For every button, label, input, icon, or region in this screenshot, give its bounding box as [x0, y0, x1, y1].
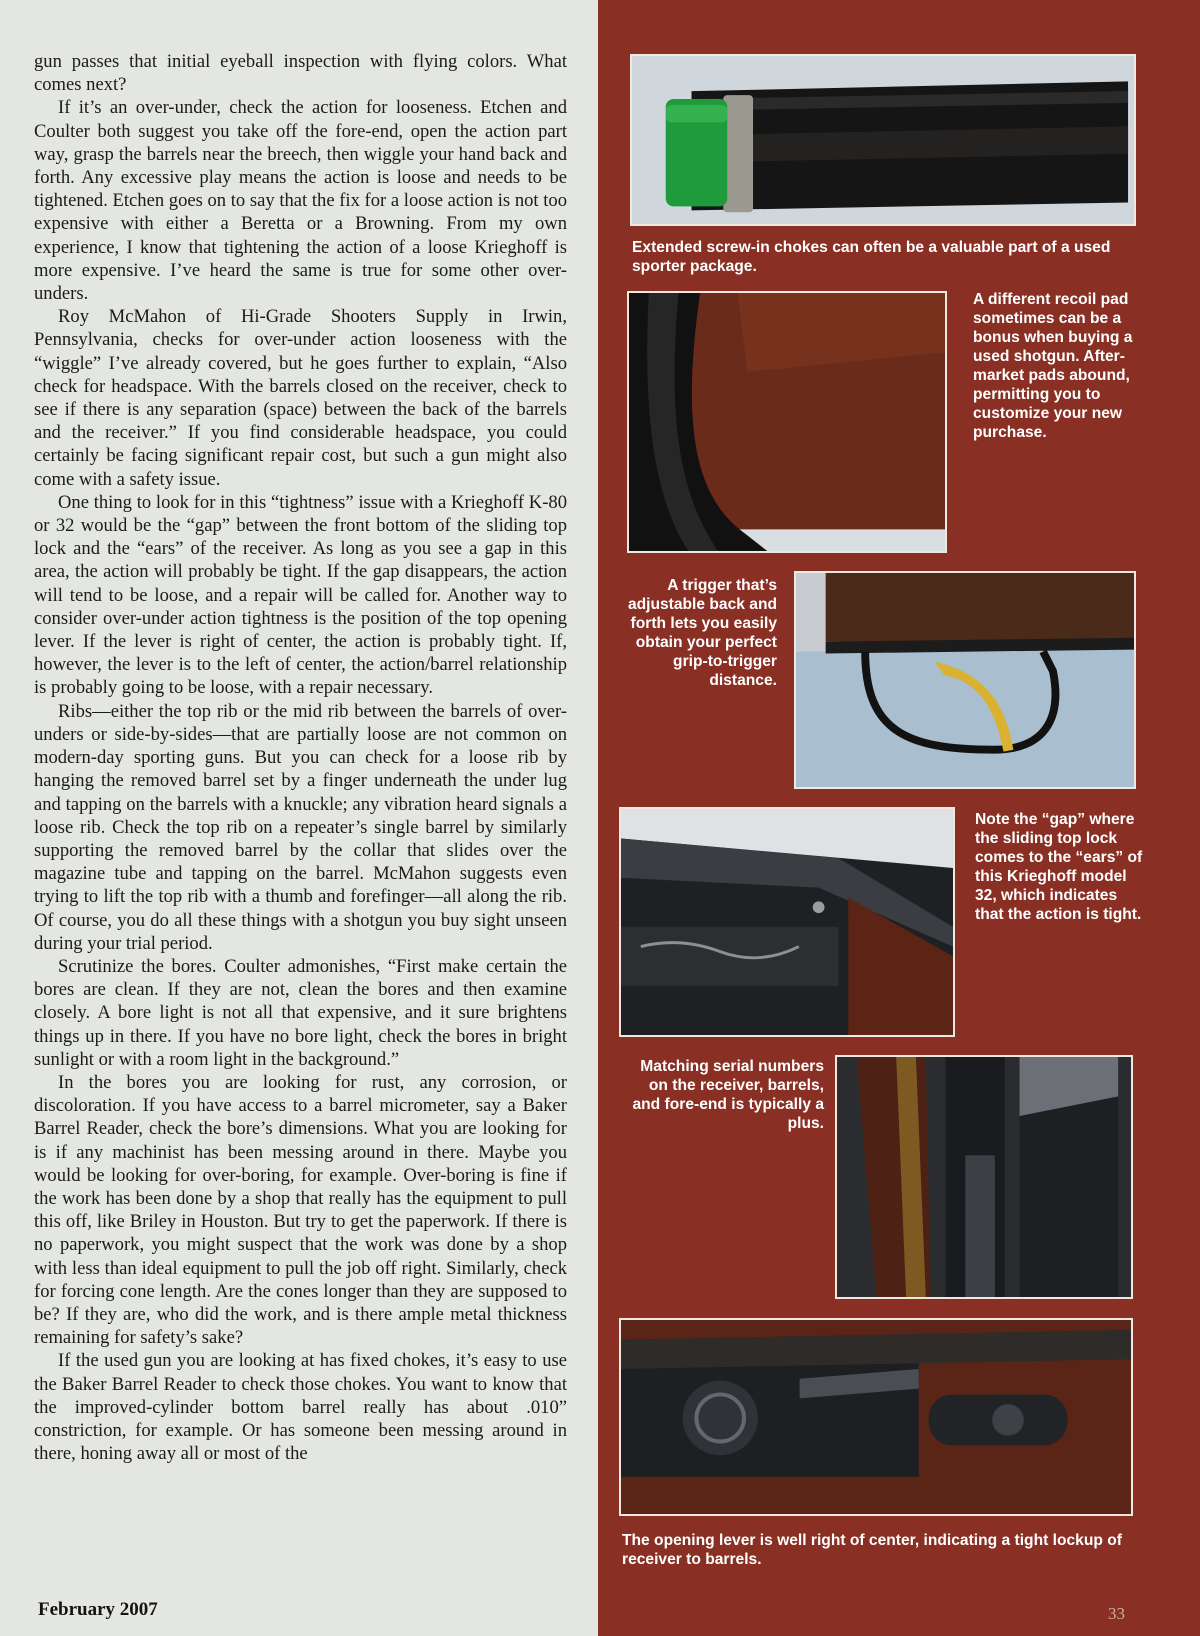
- paragraph: One thing to look for in this “tightness” issue with a Krieghoff K-80 or 32 would be the “gap” between the front bottom of the sliding top lock and the “ears” of the receiver. As long as you see a gap in this area, the action will probably be tight. If the gap disappears, the action will tend to be loose, and a repair will be called for. Another way to consider over-under action tightness is the position of the top opening lever. If the lever is right of center, the action is probably tight. If, however, the lever is to the left of center, the action/barrel relationship is probably going to be loose, with a repair necessary.: [34, 491, 567, 699]
- paragraph: Roy McMahon of Hi-Grade Shooters Supply in Irwin, Pennsylvania, checks for over-under action looseness with the “wiggle” I’ve already covered, but he goes further to explain, “Also check for headspace. With the barrels closed on the receiver, check to see if there is any separation (space) between the back of the barrels and the receiver.” If you find considerable headspace, you could certainly be facing significant repair cost, but such a gun might also come with a safety issue.: [34, 306, 567, 490]
- issue-date: February 2007: [38, 1599, 158, 1620]
- article-body: [34, 50, 567, 1465]
- paragraph: If it’s an over-under, check the action for looseness. Etchen and Coulter both suggest you take off the fore-end, open the action part way, grasp the barrels near the breech, then wiggle your hand back and forth. Any excessive play means the action is loose and needs to be tightened. Etchen goes on to say that the fix for a loose action is not too expensive with either a Beretta or a Browning. From my own experience, I know that tightening the action of a loose Krieghoff is more expensive. I’ve heard the same is true for some other over-unders.: [34, 97, 567, 305]
- page-number: 33: [1108, 1604, 1125, 1623]
- gap-photo: [619, 807, 955, 1037]
- trigger-caption: A trigger that’s adjustable back and forth lets you easily obtain your perfect grip-to-trigger distance.: [627, 577, 777, 689]
- paragraph: Scrutinize the bores. Coulter admonishes, “First make certain the bores are clean. If they are not, clean the bores and then examine closely. A bore light is not all that expensive, and it sure brightens things up in there. If you have no bore light, check the bores in bright sunlight or with a room light in the background.”: [34, 955, 567, 1070]
- lever-photo: [619, 1318, 1133, 1516]
- recoil-pad-caption: A different recoil pad sometimes can be a bonus when buying a used shotgun. After-market pads abound, permitting you to customize your new purchase.: [973, 291, 1133, 441]
- serials-photo: [835, 1055, 1133, 1299]
- recoil-pad-photo: [627, 291, 947, 553]
- trigger-photo: [794, 571, 1136, 789]
- serials-caption: Matching serial numbers on the receiver, barrels, and fore-end is typically a plus.: [632, 1058, 824, 1132]
- paragraph: Ribs—either the top rib or the mid rib between the barrels of over-unders or side-by-sides—that are partially loose are not common on modern-day sporting guns. But you can check for a loose rib by hanging the removed barrel set by a finger underneath the under lug and tapping on the barrels with a knuckle; any vibration heard signals a loose rib. Check the top rib on a repeater’s single barrel by similarly supporting the removed barrel by the collar that slides over the magazine tube and tapping on the barrel. McMahon suggests even trying to lift the top rib with a thumb and forefinger—all along the rib. Of course, you do all these things with a shotgun you buy sight unseen during your trial period.: [34, 700, 567, 954]
- chokes-photo: [630, 54, 1136, 226]
- gap-caption: Note the “gap” where the sliding top lock comes to the “ears” of this Krieghoff model 32, which indicates that the action is tight.: [975, 811, 1143, 923]
- lever-caption: The opening lever is well right of center, indicating a tight lockup of receiver to barrels.: [622, 1532, 1122, 1568]
- paragraph: gun passes that initial eyeball inspection with flying colors. What comes next?: [34, 51, 567, 96]
- text-column: [0, 0, 598, 1636]
- chokes-caption: Extended screw-in chokes can often be a valuable part of a used sporter package.: [632, 239, 1111, 275]
- paragraph: If the used gun you are looking at has fixed chokes, it’s easy to use the Baker Barrel Reader to check those chokes. You want to know that the improved-cylinder bottom barrel really has about .010” constriction, for example. Or has someone been messing around in there, honing away all or most of the: [34, 1350, 567, 1465]
- paragraph: In the bores you are looking for rust, any corrosion, or discoloration. If you have access to a barrel micrometer, say a Baker Barrel Reader, check the bore’s dimensions. What you are looking for is if any machinist has been messing around in there. Maybe you would be looking for over-boring, for example. Over-boring is fine if the work has been done by a shop that really has the equipment to pull this off, like Briley in Houston. But try to get the paperwork. If there is no paperwork, you might suspect that the work was done by a shop with less than ideal equipment to pull the job off right. Similarly, check for forcing cone length. Are the cones longer than they are supposed to be? If they are, who did the work, and is there ample metal thickness remaining for safety’s sake?: [34, 1071, 567, 1349]
